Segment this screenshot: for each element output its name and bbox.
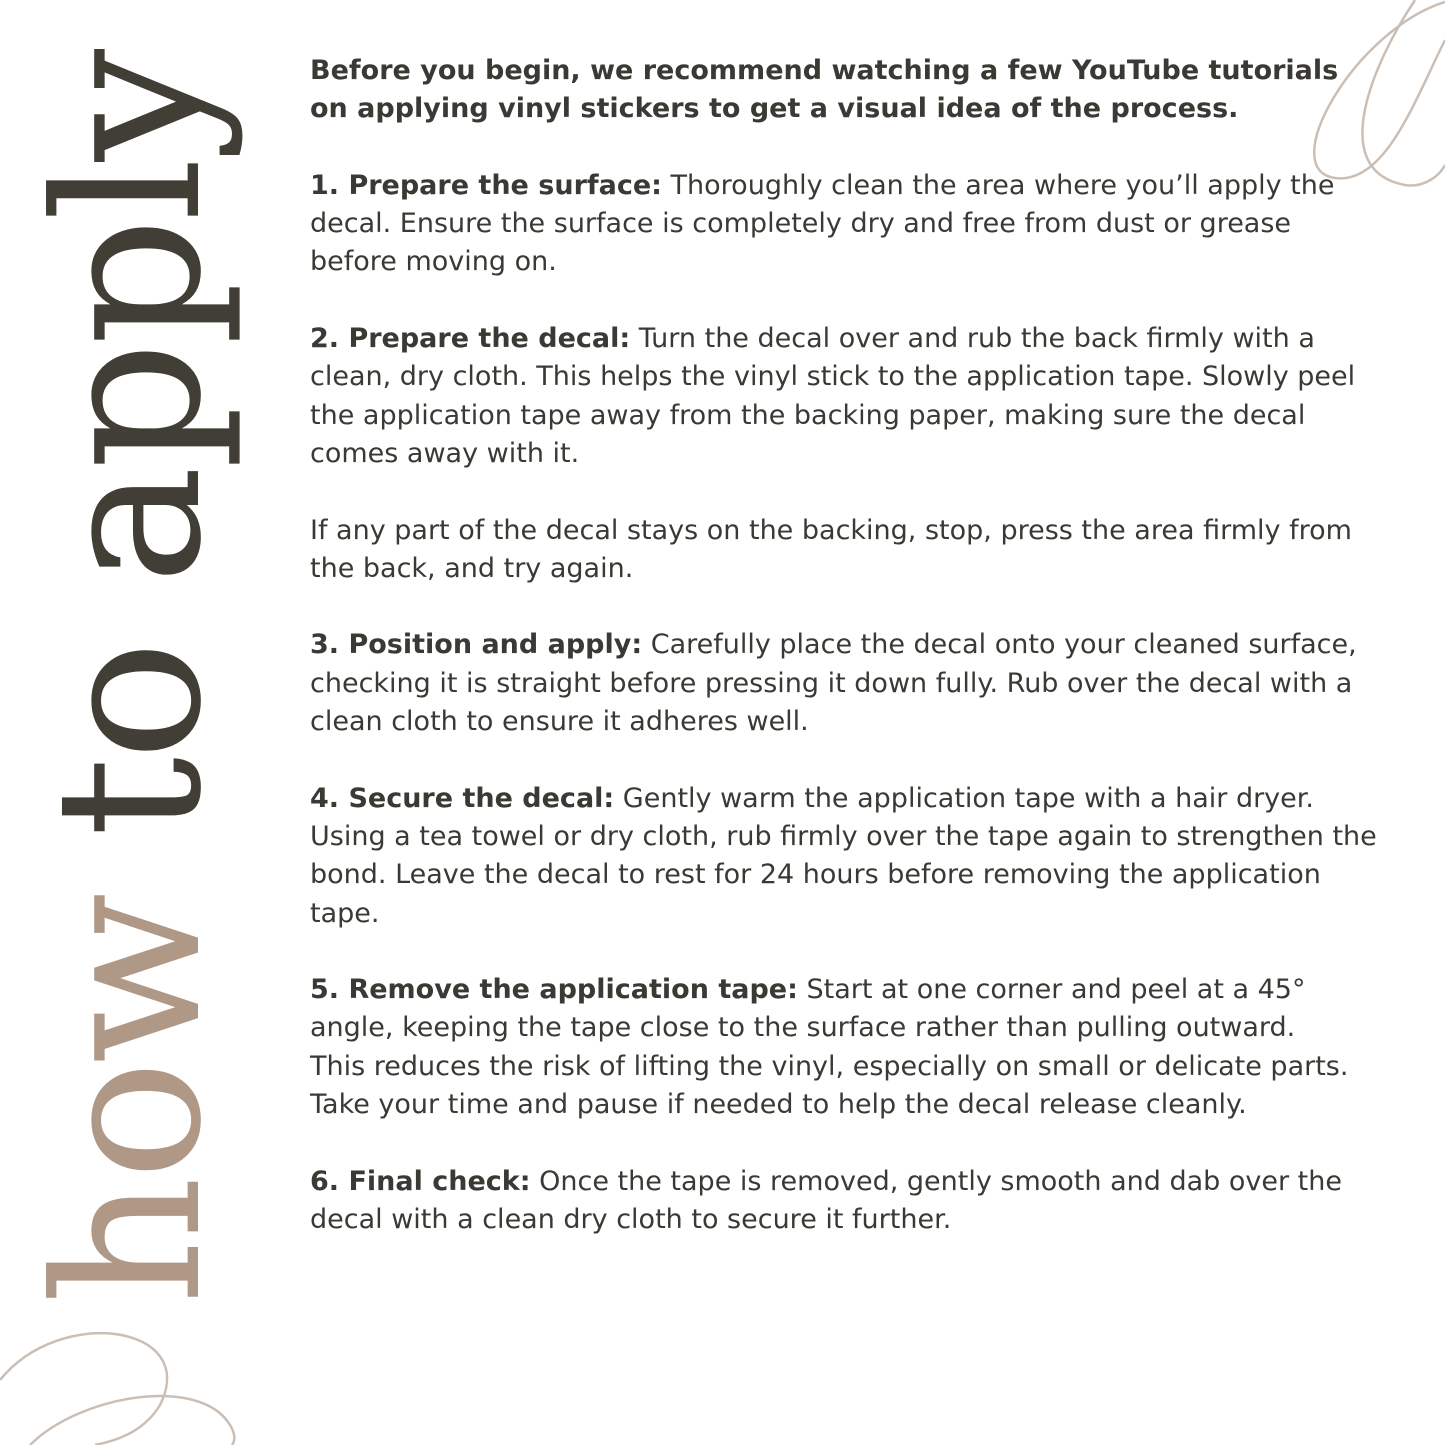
step-text: Carefully place the decal onto your cleaned surface, checking it is straight before pressing it down fully. Rub over the decal with a clean cloth to ensure it adheres well.	[310, 629, 1357, 738]
step-heading: 3. Position and apply:	[310, 629, 643, 661]
step-text: Thoroughly clean the area where you’ll apply the decal. Ensure the surface is completely dry and free from dust or grease before moving on.	[310, 169, 1335, 278]
step-1	[310, 167, 1380, 282]
title-word-to-apply: to apply	[13, 52, 246, 837]
step-text: Turn the decal over and rub the back firmly with a clean, dry cloth. This helps the vinyl stick to the application tape. Slowly peel the application tape away from the backing paper, making sure the decal comes away with it.	[310, 323, 1356, 469]
step-6	[310, 1163, 1380, 1240]
step-3	[310, 626, 1380, 741]
intro-paragraph: Before you begin, we recommend watching a few YouTube tutorials on applying vinyl stickers to get a visual idea of the process.	[310, 55, 1339, 125]
decorative-swirl-bottom-left	[0, 1325, 240, 1445]
step-2-note: If any part of the decal stays on the backing, stop, press the area firmly from the back, and try again.	[310, 514, 1352, 584]
step-heading: 1. Prepare the surface:	[310, 169, 662, 201]
step-5-note-2: Take your time and pause if needed to help the decal release cleanly.	[310, 1089, 1247, 1121]
step-heading: 4. Secure the decal:	[310, 782, 615, 814]
step-5-note-1: This reduces the risk of lifting the vinyl, especially on small or delicate parts.	[310, 1050, 1349, 1082]
step-5	[310, 971, 1380, 1048]
step-heading: 5. Remove the application tape:	[310, 974, 798, 1006]
instructions	[310, 52, 1380, 1278]
step-heading: 6. Final check:	[310, 1165, 531, 1197]
vertical-title	[13, 52, 246, 1305]
step-2	[310, 320, 1380, 473]
title-word-how: how	[13, 896, 246, 1305]
step-heading: 2. Prepare the decal:	[310, 323, 631, 355]
step-text: Gently warm the application tape with a hair dryer. Using a tea towel or dry cloth, rub firmly over the tape again to strengthen the bond. Leave the decal to rest for 24 hours before removing the application tape.	[310, 782, 1377, 929]
step-text: Start at one corner and peel at a 45° angle, keeping the tape close to the surface rather than pulling outward.	[310, 974, 1306, 1044]
step-4	[310, 780, 1380, 933]
step-text: Once the tape is removed, gently smooth and dab over the decal with a clean dry cloth to secure it further.	[310, 1165, 1342, 1235]
